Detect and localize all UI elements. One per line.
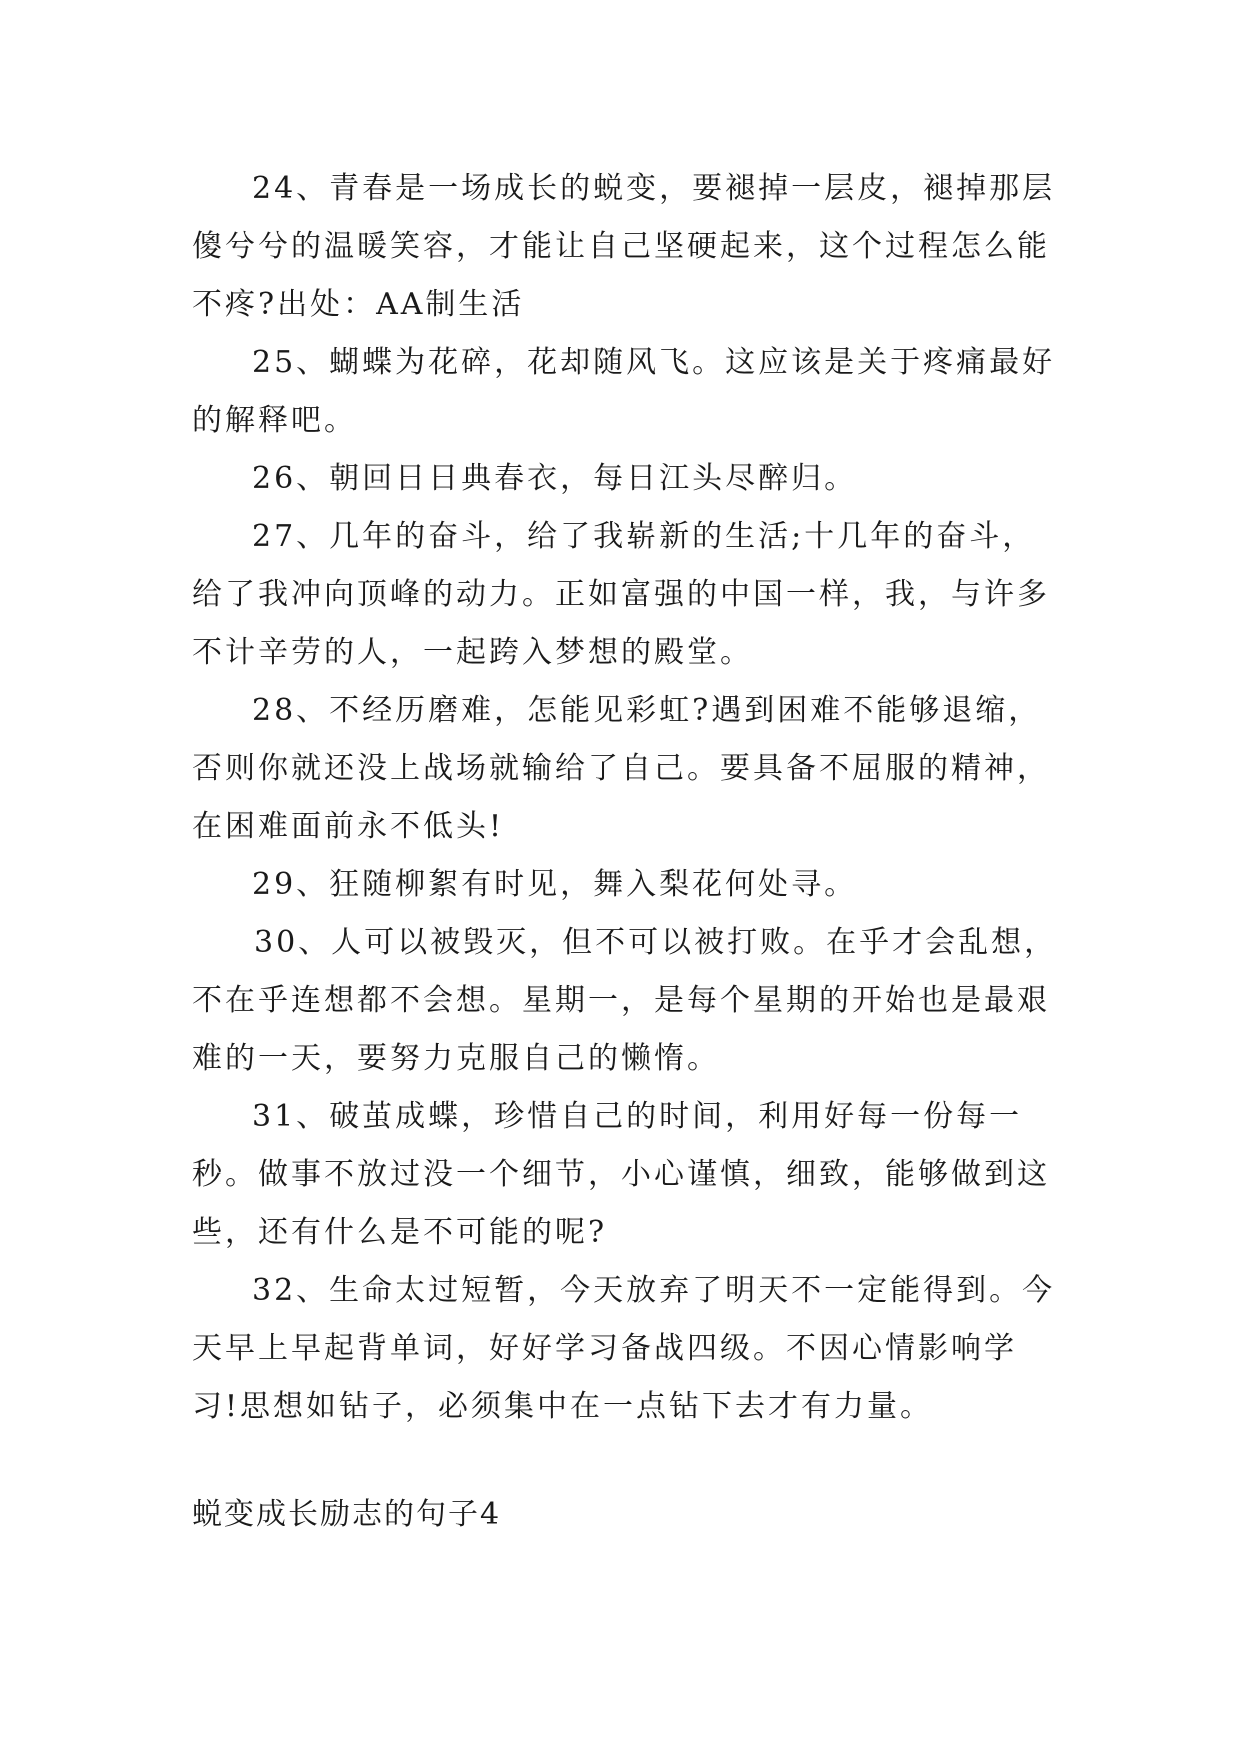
paragraph-29: 29、狂随柳絮有时见，舞入梨花何处寻。: [252, 867, 858, 902]
section-heading: 蜕变成长励志的句子4: [192, 1497, 502, 1532]
paragraph-31: 31、破茧成蝶，珍惜自己的时间，利用好每一份每一秒。做事不放过没一个细节，小心谨慎，细致，能够做到这些，还有什么是不可能的呢?: [192, 1099, 1050, 1250]
paragraph-25: 25、蝴蝶为花碎，花却随风飞。这应该是关于疼痛最好的解释吧。: [192, 345, 1056, 438]
paragraph-30: 30、人可以被毁灭，但不可以被打败。在乎才会乱想，不在乎连想都不会想。星期一，是每个星期的开始也是最艰难的一天，要努力克服自己的懒惰。: [192, 925, 1058, 1076]
paragraph-24: 24、青春是一场成长的蜕变，要褪掉一层皮，褪掉那层傻兮兮的温暖笑容，才能让自己坚硬起来，这个过程怎么能不疼?出处：AA制生活: [192, 171, 1056, 322]
paragraph-28: 28、不经历磨难，怎能见彩虹?遇到困难不能够退缩，否则你就还没上战场就输给了自己。要具备不屈服的精神，在困难面前永不低头!: [192, 693, 1050, 844]
paragraph-list: [192, 160, 1062, 1436]
paragraph-26: 26、朝回日日典春衣，每日江头尽醉归。: [252, 461, 858, 496]
paragraph-32: 32、生命太过短暂，今天放弃了明天不一定能得到。今天早上早起背单词，好好学习备战四级。不因心情影响学习!思想如钻子，必须集中在一点钻下去才有力量。: [192, 1273, 1056, 1424]
paragraph-27: 27、几年的奋斗，给了我崭新的生活;十几年的奋斗，给了我冲向顶峰的动力。正如富强的中国一样，我，与许多不计辛劳的人，一起跨入梦想的殿堂。: [192, 519, 1050, 670]
